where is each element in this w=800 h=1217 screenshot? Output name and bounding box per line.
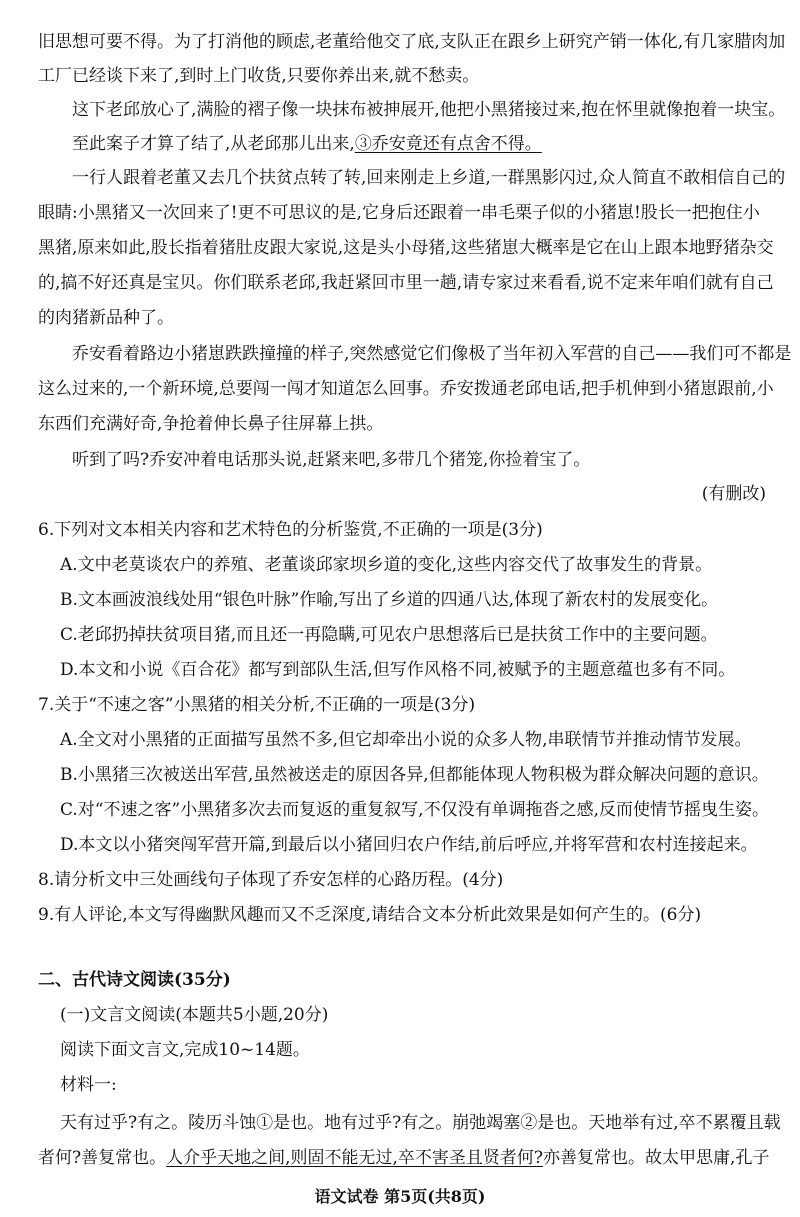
option-7c: C.对“不速之客”小黑猪多次去而复返的重复叙写,不仅没有单调拖沓之感,反而使情节摇曳生姿。 [60,800,769,820]
classical-line: 天有过乎?有之。陵历斗蚀①是也。地有过乎?有之。崩弛竭塞②是也。天地举有过,卒不累覆且载 [60,1113,781,1133]
option-7d: D.本文以小猪突闯军营开篇,到最后以小猪回归农户作结,前后呼应,并将军营和农村连接起来。 [60,835,758,855]
story-line: 眼睛:小黑猪又一次回来了!更不可思议的是,它身后还跟着一串毛栗子似的小猪崽!股长一把抱住小 [38,203,760,223]
story-line [72,132,770,156]
instruction: 阅读下面文言文,完成10~14题。 [60,1040,310,1060]
story-line: 黑猪,原来如此,股长指着猪肚皮跟大家说,这是头小母猪,这些猪崽大概率是它在山上跟本地野猪杂交 [38,238,774,258]
story-line: 听到了吗?乔安冲着电话那头说,赶紧来吧,多带几个猪笼,你捡着宝了。 [72,450,591,470]
classical-line [38,1146,770,1170]
story-line: 这下老邱放心了,满脸的褶子像一块抹布被抻展开,他把小黑猪接过来,抱在怀里就像抱着一块宝。 [72,100,786,120]
section-title: 二、古代诗文阅读(35分) [38,970,231,990]
underlined-sentence-3: ③乔安竟还有点舍不得。 [354,134,542,154]
story-line: 的,搞不好还真是宝贝。你们联系老邱,我赶紧回市里一趟,请专家过来看看,说不定来年咱们就有自己 [38,273,774,293]
classical-text: 者何?善复常也。 [38,1148,167,1168]
story-line: 的肉猪新品种了。 [38,308,174,328]
story-line: 这么过来的,一个新环境,总要闯一闯才知道怎么回事。乔安拨通老邱电话,把手机伸到小猪崽跟前,小 [38,379,774,399]
page-footer: 语文试卷 第5页(共8页) [314,1187,486,1206]
option-6c: C.老邱扔掉扶贫项目猪,而且还一再隐瞒,可见农户思想落后已是扶贫工作中的主要问题。 [60,625,718,645]
option-7b: B.小黑猪三次被送出军营,虽然被送走的原因各异,但都能体现人物积极为群众解决问题的意识。 [60,765,769,785]
revision-note: (有删改) [701,484,766,504]
story-line: 一行人跟着老董又去几个扶贫点转了转,回来刚走上乡道,一群黑影闪过,众人简直不敢相信自己的 [72,168,786,188]
story-line: 工厂已经谈下来了,到时上门收货,只要你养出来,就不愁卖。 [38,66,480,86]
material-label: 材料一: [60,1075,117,1095]
option-6d: D.本文和小说《百合花》都写到部队生活,但写作风格不同,被赋予的主题意蕴也多有不同。 [60,660,736,680]
story-text: 至此案子才算了结了,从老邱那儿出来, [72,134,355,154]
question-9: 9.有人评论,本文写得幽默风趣而又不乏深度,请结合文本分析此效果是如何产生的。(6分) [38,905,702,925]
option-6a: A.文中老莫谈农户的养殖、老董谈邱家坝乡道的变化,这些内容交代了故事发生的背景。 [60,555,713,575]
subsection-title: (一)文言文阅读(本题共5小题,20分) [60,1005,329,1025]
story-line: 乔安看着路边小猪崽跌跌撞撞的样子,突然感觉它们像极了当年初入军营的自己——我们可不都是 [72,344,792,364]
classical-text: 亦善复常也。故太甲思庸,孔子 [543,1148,770,1168]
option-6b: B.文本画波浪线处用“银色叶脉”作喻,写出了乡道的四通八达,体现了新农村的发展变化。 [60,590,719,610]
question-6: 6.下列对文本相关内容和艺术特色的分析鉴赏,不正确的一项是(3分) [38,520,543,540]
story-line: 东西们充满好奇,争抢着伸长鼻子往屏幕上拱。 [38,414,384,434]
question-7: 7.关于“不速之客”小黑猪的相关分析,不正确的一项是(3分) [38,695,476,715]
story-line: 旧思想可要不得。为了打消他的顾虑,老董给他交了底,支队正在跟乡上研究产销一体化,有几家腊肉加 [38,32,786,52]
question-8: 8.请分析文中三处画线句子体现了乔安怎样的心路历程。(4分) [38,870,504,890]
option-7a: A.全文对小黑猪的正面描写虽然不多,但它却牵出小说的众多人物,串联情节并推动情节发展。 [60,730,752,750]
underlined-classical: 人介乎天地之间,则固不能无过,卒不害圣且贤者何? [166,1148,544,1168]
